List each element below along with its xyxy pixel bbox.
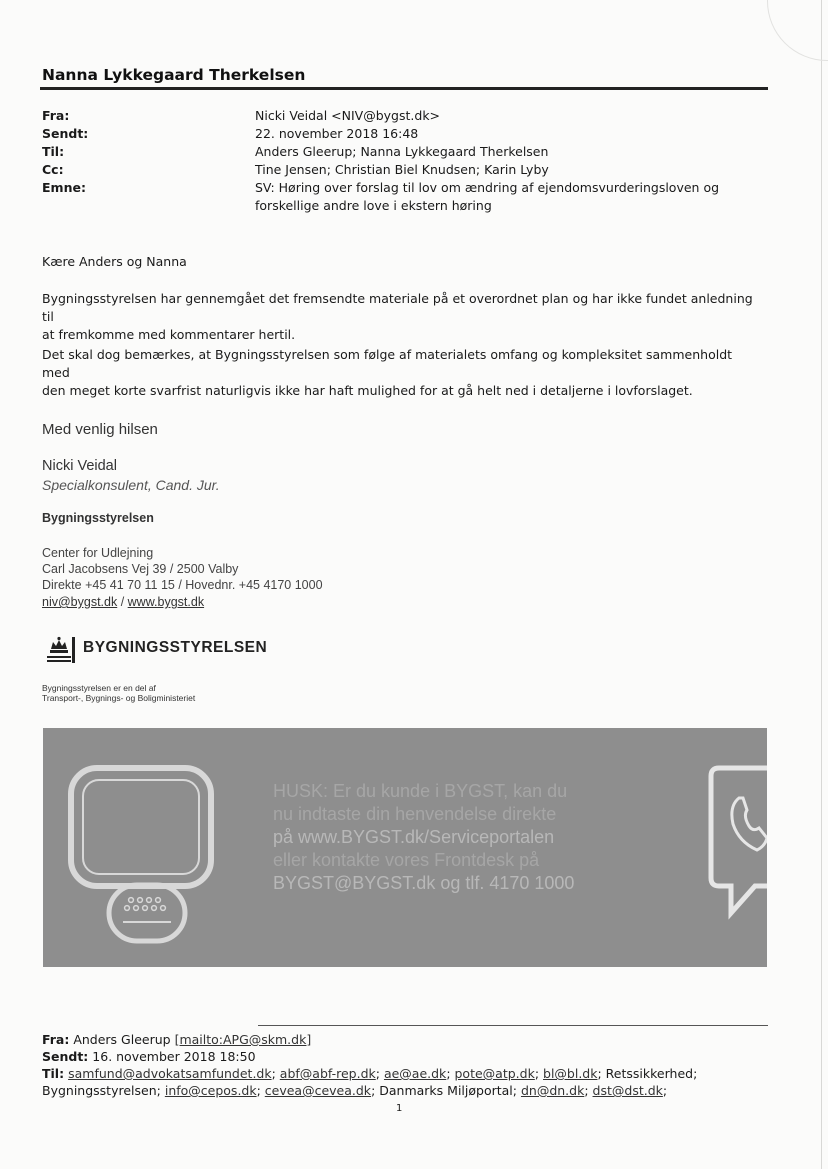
address-line: Center for Udlejning xyxy=(42,546,154,560)
recipient-link[interactable]: dst@dst.dk xyxy=(592,1083,663,1098)
separator: ; xyxy=(271,1066,280,1081)
signature-org: Bygningsstyrelsen xyxy=(42,511,154,525)
separator: ; xyxy=(375,1066,384,1081)
header-value-cont: forskellige andre love i ekstern høring xyxy=(255,198,492,213)
recipient-text: Danmarks Miljøportal; xyxy=(379,1083,517,1098)
separator: ; xyxy=(446,1066,455,1081)
recipient-link[interactable]: samfund@advokatsamfundet.dk xyxy=(68,1066,272,1081)
recipient-link[interactable]: pote@atp.dk xyxy=(454,1066,535,1081)
phone-speech-icon xyxy=(707,728,767,967)
body-line: at fremkomme med kommentarer hertil. xyxy=(42,327,296,342)
header-value: 22. november 2018 16:48 xyxy=(255,126,419,141)
header-value: Tine Jensen; Christian Biel Knudsen; Karin Lyby xyxy=(255,162,549,177)
page-corner xyxy=(767,0,828,61)
header-rule xyxy=(40,87,768,90)
email-link[interactable]: niv@bygst.dk xyxy=(42,595,118,609)
separator: ; xyxy=(256,1083,265,1098)
tablet-icon xyxy=(43,728,223,967)
forward-label: Til: xyxy=(42,1066,65,1081)
header-value: Nicki Veidal <NIV@bygst.dk> xyxy=(255,108,441,123)
banner-line: BYGST@BYGST.dk og tlf. 4170 1000 xyxy=(273,873,575,893)
header-label: Emne: xyxy=(42,180,86,195)
signature-name: Nicki Veidal xyxy=(42,458,117,474)
recipient-link[interactable]: dn@dn.dk xyxy=(520,1083,585,1098)
recipient-link[interactable]: info@cepos.dk xyxy=(164,1083,257,1098)
address-line: Carl Jacobsens Vej 39 / 2500 Valby xyxy=(42,562,239,576)
forward-from-line xyxy=(42,1031,311,1048)
forward-from-name: Anders Gleerup xyxy=(69,1032,175,1047)
logo-text: BYGNINGSSTYRELSEN xyxy=(83,639,268,656)
recipient-link[interactable]: cevea@cevea.dk xyxy=(264,1083,372,1098)
greeting: Kære Anders og Nanna xyxy=(42,254,187,269)
recipient-text: Bygningsstyrelsen; xyxy=(42,1083,161,1098)
banner-line: nu indtaste din henvendelse direkte xyxy=(273,804,557,824)
banner-line: HUSK: Er du kunde i BYGST, kan du xyxy=(273,781,568,801)
ministry-note-line: Bygningsstyrelsen er en del af xyxy=(42,683,156,693)
body-paragraph-1 xyxy=(42,290,762,344)
header-label: Sendt: xyxy=(42,126,89,141)
signature-title: Specialkonsulent, Cand. Jur. xyxy=(42,477,220,493)
forward-to-line xyxy=(42,1065,697,1082)
ministry-note-line: Transport-, Bygnings- og Boligministeriet xyxy=(42,693,196,703)
banner-message xyxy=(273,780,574,895)
contact-banner xyxy=(43,728,767,967)
header-value: SV: Høring over forslag til lov om ændring af ejendomsvurderingsloven og xyxy=(255,180,720,195)
recipient-text: Retssikkerhed; xyxy=(605,1066,698,1081)
sender-heading: Nanna Lykkegaard Therkelsen xyxy=(42,66,306,84)
body-line: den meget korte svarfrist naturligvis ikke har haft mulighed for at gå helt ned i detaljerne i lovforslaget. xyxy=(42,383,693,398)
body-line: Det skal dog bemærkes, at Bygningsstyrelsen som følge af materialets omfang og kompleksitet sammenholdt med xyxy=(42,347,733,380)
crown-icon xyxy=(42,635,76,665)
web-link[interactable]: www.bygst.dk xyxy=(127,595,205,609)
header-label: Til: xyxy=(42,144,65,159)
forward-to-line-cont: Bygningsstyrelsen; info@cepos.dk; cevea@cevea.dk; Danmarks Miljøportal; dn@dn.dk; dst@dst.dk; xyxy=(42,1083,668,1098)
forward-label: Sendt: xyxy=(42,1049,89,1064)
signature-closing: Med venlig hilsen xyxy=(42,421,158,438)
recipient-link[interactable]: abf@abf-rep.dk xyxy=(279,1066,376,1081)
body-line: Bygningsstyrelsen har gennemgået det fremsendte materiale på et overordnet plan og har ikke fundet anledning til xyxy=(42,291,753,324)
separator: ; xyxy=(584,1083,593,1098)
recipient-link[interactable]: ae@ae.dk xyxy=(383,1066,447,1081)
page-number: 1 xyxy=(396,1103,403,1114)
forward-label: Fra: xyxy=(42,1032,70,1047)
recipient-link[interactable]: bl@bl.dk xyxy=(543,1066,598,1081)
separator: ; xyxy=(597,1066,606,1081)
link-separator: / xyxy=(117,595,128,609)
address-line: Direkte +45 41 70 11 15 / Hovednr. +45 4170 1000 xyxy=(42,578,323,592)
separator: ; xyxy=(534,1066,544,1081)
separator: ; xyxy=(371,1083,380,1098)
forward-sent-value: 16. november 2018 18:50 xyxy=(88,1049,256,1064)
banner-line: eller kontakte vores Frontdesk på xyxy=(273,850,540,870)
body-paragraph-2 xyxy=(42,346,762,400)
header-label: Cc: xyxy=(42,162,64,177)
banner-line: på www.BYGST.dk/Serviceportalen xyxy=(273,827,555,847)
header-value: Anders Gleerup; Nanna Lykkegaard Therkelsen xyxy=(255,144,549,159)
forward-sent-line xyxy=(42,1048,256,1065)
page-edge xyxy=(821,0,822,1169)
contact-links xyxy=(42,594,204,610)
forward-divider xyxy=(258,1025,768,1026)
forward-from-mailto-link[interactable]: [mailto:APG@skm.dk] xyxy=(174,1032,312,1047)
header-label: Fra: xyxy=(42,108,70,123)
